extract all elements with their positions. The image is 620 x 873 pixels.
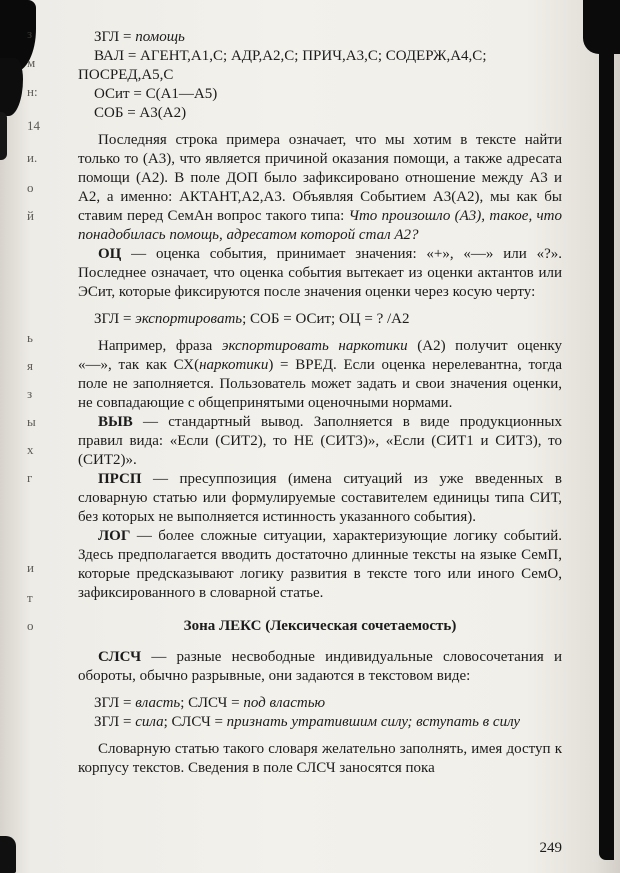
- text-run: ВЫВ: [98, 414, 133, 430]
- scan-edge-fragment: ь: [27, 330, 33, 345]
- text-run: ЛОГ: [98, 528, 131, 544]
- paragraph: [78, 527, 562, 603]
- paragraph: [78, 245, 562, 302]
- scan-edge-fragment: т: [27, 590, 33, 605]
- page-number: 249: [539, 840, 562, 856]
- text-run: СЛСЧ: [98, 649, 142, 665]
- example-line: [78, 47, 562, 85]
- scan-edge-fragment: н:: [27, 84, 38, 99]
- paragraph: [78, 131, 562, 245]
- text-run: Словарную статью такого словаря желательно заполнять, имея доступ к корпусу текстов. Сведения в поле СЛСЧ заносятся пока: [78, 741, 562, 776]
- scan-ink-blob-bottom-left: [0, 836, 16, 873]
- text-run: ОСит = С(А1—А5): [94, 86, 218, 102]
- text-run: Что произошло (А3), такое, что понадобилась помощь, адресатом которой стал А2?: [78, 208, 562, 243]
- section-heading: [78, 617, 562, 636]
- scan-ink-blob-top-left-lower: [0, 58, 23, 116]
- text-run: ЗГЛ =: [94, 311, 136, 327]
- example-line: [78, 28, 562, 47]
- text-run: помощь: [135, 29, 185, 45]
- text-column: [78, 28, 562, 778]
- example-line: [78, 713, 562, 732]
- text-run: Последняя строка примера означает, что мы хотим в тексте найти только то (А3), что является причиной оказания помощи, а также адресата помощи (А2). В поле ДОП было зафиксировано отношение между А3 и А2, а именно: АКТАНТ,А2,А3. Объявляя Событием А3(А2), мы как бы ставим перед СемАн вопрос такого типа:: [78, 132, 562, 224]
- scan-ink-blob-top-right: [583, 0, 620, 54]
- scan-edge-fragment: м: [27, 55, 36, 70]
- scan-binding-bar-right: [599, 6, 614, 860]
- paragraph: [78, 337, 562, 413]
- text-run: — пресуппозиция (имена ситуаций из уже введенных в словарную статью или формулируемые составителем единицы типа СИТ, без которых не выполняется истинность указанного события).: [78, 471, 562, 525]
- paragraph: [78, 470, 562, 527]
- paragraph: [78, 648, 562, 686]
- example-line: [78, 85, 562, 104]
- text-run: признать утратившим силу; вступать в силу: [226, 714, 521, 730]
- text-run: — оценка события, принимает значения: «+», «—» или «?». Последнее означает, что оценка события вытекает из оценки актантов или ЭСит, которые фиксируются после значения оценки через косую черту:: [78, 246, 562, 300]
- scan-edge-fragment: й: [27, 208, 34, 223]
- paragraph: [78, 413, 562, 470]
- text-run: — более сложные ситуации, характеризующие логику событий. Здесь предполагается вводить достаточно длинные тексты на языке СемП, которые предсказывают логику развития в тексте того или иного СемО, зафиксированного в словарной статье.: [78, 528, 562, 601]
- text-run: ) = ВРЕД. Если оценка нерелевантна, тогда поле не заполняется. Пользователь может задать и свои значения оценки, не совпадающие с общепринятыми оценочными нормами.: [78, 357, 563, 411]
- example-line: [78, 104, 562, 123]
- scan-edge-fragment: о: [27, 180, 34, 195]
- scan-edge-fragment: г: [27, 470, 33, 485]
- text-run: власть: [135, 695, 181, 711]
- scan-edge-fragment: 14: [27, 118, 40, 133]
- scan-edge-fragment: и.: [27, 150, 38, 165]
- text-run: под властью: [243, 695, 326, 711]
- example-line: [78, 694, 562, 713]
- text-run: Зона ЛЕКС (Лексическая сочетаемость): [183, 618, 457, 634]
- text-run: сила: [135, 714, 164, 730]
- text-run: ; СЛСЧ =: [163, 714, 227, 730]
- text-run: экспортировать наркотики: [221, 338, 408, 354]
- text-run: наркотики: [199, 357, 269, 373]
- text-run: ЗГЛ =: [94, 695, 136, 711]
- text-run: ОЦ: [98, 246, 122, 262]
- text-run: ВАЛ = АГЕНТ,А1,С; АДР,А2,С; ПРИЧ,А3,С; СОДЕРЖ,А4,С; ПОСРЕД,А5,С: [78, 48, 487, 83]
- text-run: ПРСП: [98, 471, 142, 487]
- text-run: ЗГЛ =: [94, 29, 136, 45]
- text-run: СОБ = А3(А2): [94, 105, 187, 121]
- text-run: ; СОБ = ОСит; ОЦ = ? /А2: [242, 311, 410, 327]
- scan-edge-fragment: з: [27, 386, 33, 401]
- scan-edge-fragment: х: [27, 442, 34, 457]
- text-run: (А2) получит оценку «—», так как СХ(: [78, 338, 562, 373]
- text-run: Например, фраза: [98, 338, 222, 354]
- scan-edge-fragment: я: [27, 358, 33, 373]
- text-run: — стандартный вывод. Заполняется в виде продукционных правил вида: «Если (СИТ2), то НЕ (СИТ3)», «Если (СИТ1 и СИТ3), то (СИТ2)».: [78, 414, 562, 468]
- text-run: — разные несвободные индивидуальные словосочетания и обороты, обычно разрывные, они задаются в текстовом виде:: [78, 649, 562, 684]
- scan-edge-fragment: о: [27, 618, 34, 633]
- scan-ink-streak-left: [0, 112, 7, 160]
- text-run: ; СЛСЧ =: [180, 695, 244, 711]
- paragraph: [78, 740, 562, 778]
- scan-edge-fragment: з: [27, 26, 33, 41]
- scan-edge-fragment: ы: [27, 414, 36, 429]
- text-run: экспортировать: [135, 311, 243, 327]
- scan-edge-fragment: и: [27, 560, 34, 575]
- example-line: [78, 310, 562, 329]
- text-run: ЗГЛ =: [94, 714, 136, 730]
